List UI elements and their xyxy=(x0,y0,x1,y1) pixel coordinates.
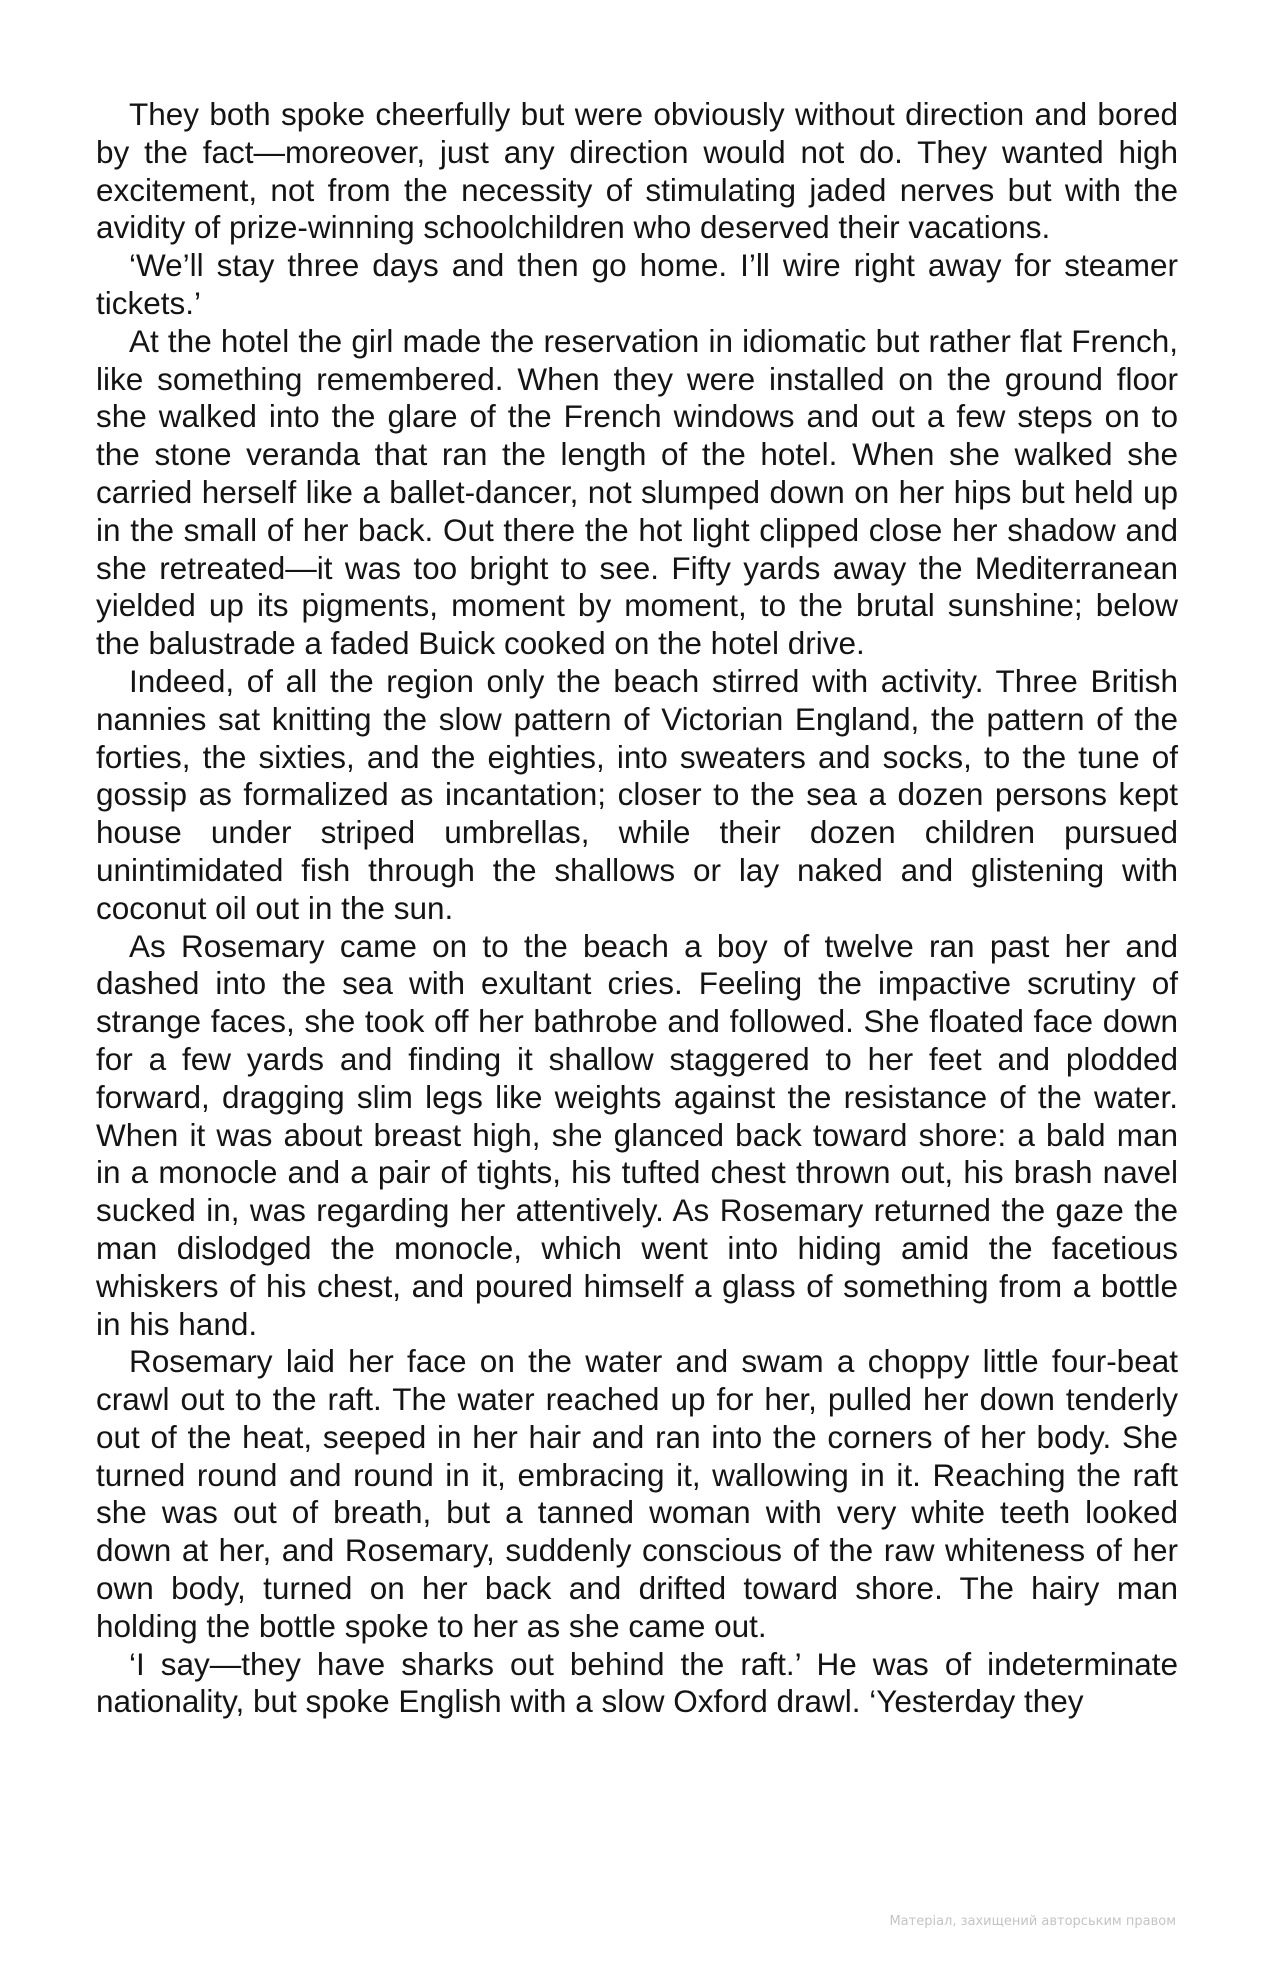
copyright-watermark: Матеріал, захищений авторським правом xyxy=(889,1914,1176,1929)
paragraph: At the hotel the girl made the reservation in idiomatic but rather flat French, like something remembered. When they were installed on the ground floor she walked into the glare of the French windows and out a few steps on to the stone veranda that ran the length of the hotel. When she walked she carried herself like a ballet-dancer, not slumped down on her hips but held up in the small of her back. Out there the hot light clipped close her shadow and she retreated—it was too bright to see. Fifty yards away the Mediterranean yielded up its pigments, moment by moment, to the brutal sunshine; below the balustrade a faded Buick cooked on the hotel drive. xyxy=(96,322,1178,662)
paragraph: ‘I say—they have sharks out behind the raft.’ He was of indeterminate nationality, but spoke English with a slow Oxford drawl. ‘Yesterday they xyxy=(96,1645,1178,1720)
body-text xyxy=(96,96,1178,1721)
paragraph: Rosemary laid her face on the water and swam a choppy little four-beat crawl out to the raft. The water reached up for her, pulled her down tenderly out of the heat, seeped in her hair and ran into the corners of her body. She turned round and round in it, embracing it, wallowing in it. Reaching the raft she was out of breath, but a tanned woman with very white teeth looked down at her, and Rosemary, suddenly conscious of the raw whiteness of her own body, turned on her back and drifted toward shore. The hairy man holding the bottle spoke to her as she came out. xyxy=(96,1343,1178,1644)
paragraph: As Rosemary came on to the beach a boy of twelve ran past her and dashed into the sea with exultant cries. Feeling the impactive scrutiny of strange faces, she took off her bathrobe and followed. She floated face down for a few yards and finding it shallow staggered to her feet and plodded forward, dragging slim legs like weights against the resistance of the water. When it was about breast high, she glanced back toward shore: a bald man in a monocle and a pair of tights, his tufted chest thrown out, his brash navel sucked in, was regarding her attentively. As Rosemary returned the gaze the man dislodged the monocle, which went into hiding amid the facetious whiskers of his chest, and poured himself a glass of something from a bottle in his hand. xyxy=(96,927,1178,1342)
paragraph: They both spoke cheerfully but were obviously without direction and bored by the fact—moreover, just any direction would not do. They wanted high excitement, not from the necessity of stimulating jaded nerves but with the avidity of prize-winning schoolchildren who deserved their vacations. xyxy=(96,96,1178,246)
paragraph: ‘We’ll stay three days and then go home. I’ll wire right away for steamer tickets.’ xyxy=(96,247,1178,321)
paragraph: Indeed, of all the region only the beach stirred with activity. Three British nannies sat knitting the slow pattern of Victorian England, the pattern of the forties, the sixties, and the eighties, into sweaters and socks, to the tune of gossip as formalized as incantation; closer to the sea a dozen persons kept house under striped umbrellas, while their dozen children pursued unintimidated fish through the shallows or lay naked and glistening with coconut oil out in the sun. xyxy=(96,662,1178,926)
